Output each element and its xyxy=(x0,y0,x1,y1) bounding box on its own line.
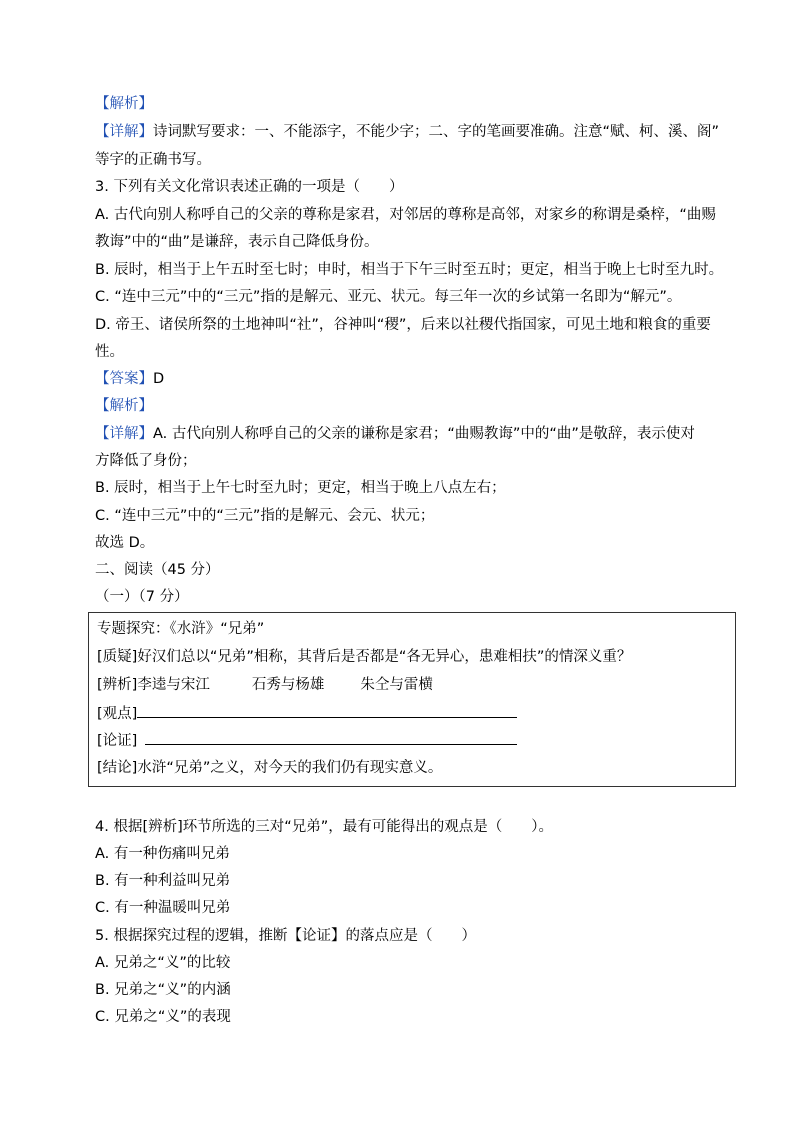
pair-2: 石秀与杨雄 xyxy=(251,677,325,693)
analysis-label: 【解析】 xyxy=(95,96,153,112)
analysis-prefix: [辨析] xyxy=(97,677,138,693)
option-a: A. 兄弟之“义”的比较 xyxy=(95,955,231,971)
answer-value: D xyxy=(153,371,165,387)
option-d: D. 帝王、诸侯所祭的土地神叫“社”，谷神叫“稷”，后来以社稷代指国家，可见土地和粮食的重要 xyxy=(95,317,711,333)
box-viewpoint xyxy=(97,703,517,724)
option-b: B. 辰时，相当于上午五时至七时；申时，相当于下午三时至五时；更定，相当于晚上七时至九时。 xyxy=(95,262,724,278)
detail-line xyxy=(95,424,695,444)
detail-text: A. 古代向别人称呼自己的父亲的谦称是家君；“曲赐教诲”中的“曲”是敬辞，表示使对 xyxy=(153,426,695,442)
box-question: [质疑]好汉们总以“兄弟”相称，其背后是否都是“各无异心，患难相扶”的情深义重？ xyxy=(97,649,632,665)
detail-text-cont: 方降低了身份； xyxy=(95,453,197,469)
box-analysis xyxy=(97,675,433,695)
topic-box xyxy=(88,612,736,787)
sub-section-heading: （一）（7 分） xyxy=(95,589,189,605)
option-c: C. 有一种温暖叫兄弟 xyxy=(95,900,231,916)
question-5-stem: 5. 根据探究过程的逻辑，推断【论证】的落点应是（ ） xyxy=(95,928,476,944)
detail-text-cont: 等字的正确书写。 xyxy=(95,152,211,168)
option-c: C. 兄弟之“义”的表现 xyxy=(95,1009,231,1025)
viewpoint-label: [观点] xyxy=(97,706,138,722)
detail-text: 诗词默写要求：一、不能添字，不能少字；二、字的笔画要准确。注意“赋、柯、溪、阁” xyxy=(153,124,720,140)
argument-label: [论证] xyxy=(97,733,138,749)
question-3-stem: 3. 下列有关文化常识表述正确的一项是（ ） xyxy=(95,179,404,195)
answer-line xyxy=(95,369,164,389)
option-b: B. 有一种利益叫兄弟 xyxy=(95,873,231,889)
box-argument xyxy=(97,730,517,751)
option-a: A. 古代向别人称呼自己的父亲的尊称是家君，对邻居的尊称是高邻，对家乡的称谓是桑梓，“曲赐 xyxy=(95,207,716,223)
argument-blank xyxy=(145,730,517,745)
detail-label: 【详解】 xyxy=(95,124,153,140)
answer-label: 【答案】 xyxy=(95,371,153,387)
option-a: A. 有一种伤痛叫兄弟 xyxy=(95,846,230,862)
option-b: B. 兄弟之“义”的内涵 xyxy=(95,982,231,998)
pair-1: 李逵与宋江 xyxy=(137,677,210,693)
option-a-cont: 教诲”中的“曲”是谦辞，表示自己降低身份。 xyxy=(95,234,379,250)
option-c: C. “连中三元”中的“三元”指的是解元、亚元、状元。每三年一次的乡试第一名即为“解元”。 xyxy=(95,289,682,305)
box-title: 专题探究：《水浒》“兄弟” xyxy=(97,621,265,637)
option-d-cont: 性。 xyxy=(95,344,124,360)
box-conclusion: [结论]水浒“兄弟”之义，对今天的我们仍有现实意义。 xyxy=(97,760,443,776)
detail-b: B. 辰时，相当于上午七时至九时；更定，相当于晚上八点左右； xyxy=(95,480,506,496)
detail-label: 【详解】 xyxy=(95,426,153,442)
detail-line xyxy=(95,122,719,142)
pair-3: 朱仝与雷横 xyxy=(360,677,433,693)
section-heading: 二、阅读（45 分） xyxy=(95,562,220,578)
detail-conclusion: 故选 D。 xyxy=(95,535,155,551)
question-4-stem: 4. 根据[辨析]环节所选的三对“兄弟”，最有可能得出的观点是（ ）。 xyxy=(95,819,554,835)
analysis-label: 【解析】 xyxy=(95,398,153,414)
viewpoint-blank xyxy=(137,703,517,718)
detail-c: C. “连中三元”中的“三元”指的是解元、会元、状元； xyxy=(95,508,435,524)
